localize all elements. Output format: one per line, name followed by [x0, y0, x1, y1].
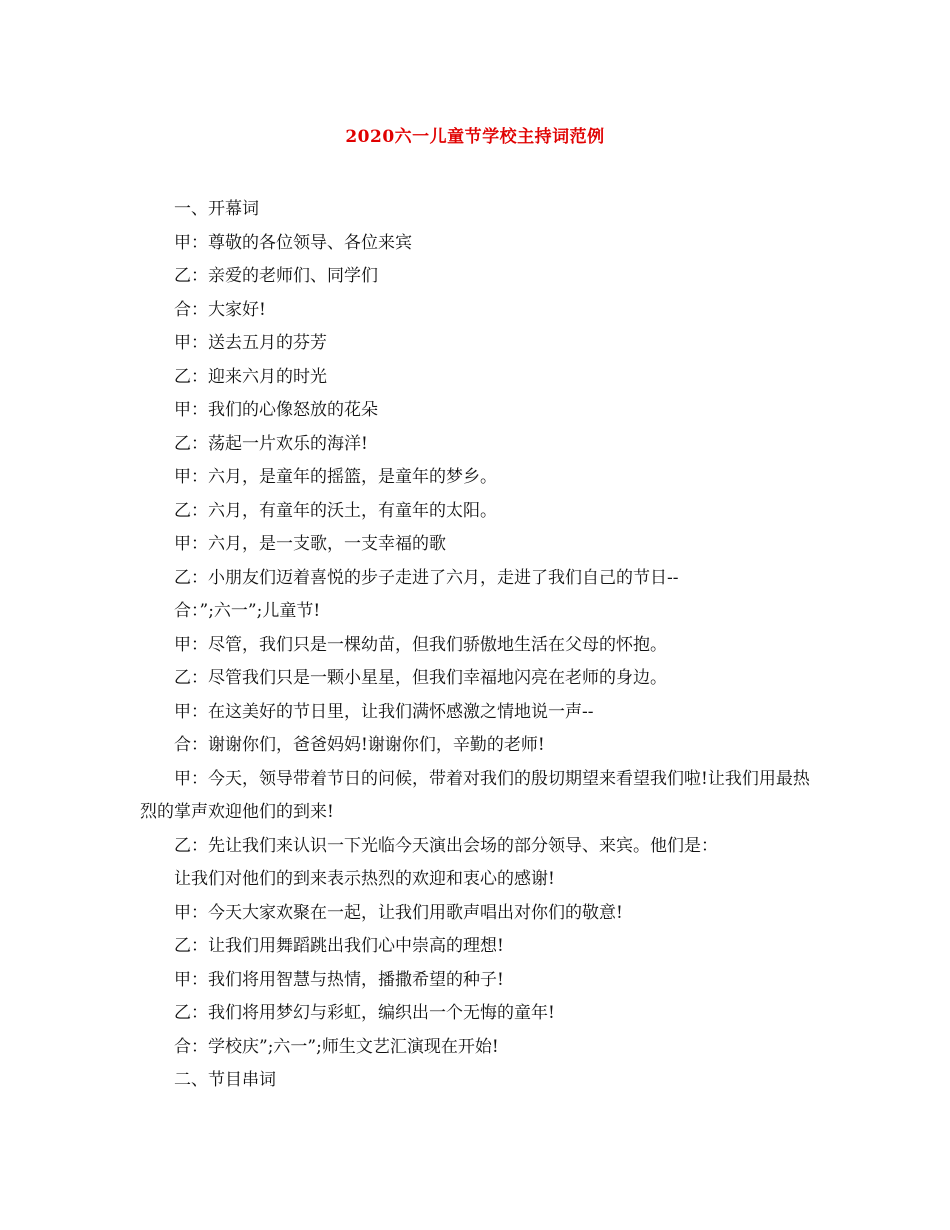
paragraph: 甲：尊敬的各位领导、各位来宾 [174, 232, 412, 253]
paragraph: 合：”;六一”;儿童节! [174, 601, 321, 621]
paragraph: 乙：我们将用梦幻与彩虹，编织出一个无悔的童年! [174, 1003, 555, 1023]
paragraph: 甲：在这美好的节日里，让我们满怀感激之情地说一声-- [174, 701, 594, 722]
document-body [140, 193, 820, 1098]
paragraph: 合：谢谢你们，爸爸妈妈!谢谢你们，辛勤的老师! [174, 735, 545, 755]
paragraph: 合：学校庆”;六一”;师生文艺汇演现在开始! [174, 1036, 499, 1057]
paragraph: 甲：我们的心像怒放的花朵 [174, 400, 378, 420]
paragraph: 甲：六月，是一支歌，一支幸福的歌 [174, 534, 446, 554]
paragraph: 乙：尽管我们只是一颗小星星，但我们幸福地闪亮在老师的身边。 [174, 668, 667, 688]
paragraph: 合：大家好! [174, 299, 266, 320]
paragraph: 甲：我们将用智慧与热情，播撒希望的种子! [174, 969, 504, 990]
paragraph: 乙：让我们用舞蹈跳出我们心中崇高的理想! [174, 936, 504, 956]
paragraph: 甲：今天大家欢聚在一起，让我们用歌声唱出对你们的敬意! [174, 902, 623, 923]
paragraph: 乙：小朋友们迈着喜悦的步子走进了六月，走进了我们自己的节日-- [174, 567, 679, 588]
paragraph: 乙：迎来六月的时光 [174, 366, 327, 387]
paragraph: 乙：荡起一片欢乐的海洋! [174, 433, 368, 454]
paragraph: 甲：送去五月的芬芳 [174, 333, 327, 353]
paragraph: 让我们对他们的到来表示热烈的欢迎和衷心的感谢! [174, 869, 555, 889]
paragraph: 一、开幕词 [174, 199, 259, 219]
document-title: 2020六一儿童节学校主持词范例 [345, 127, 605, 147]
paragraph: 乙：六月，有童年的沃土，有童年的太阳。 [174, 500, 497, 521]
paragraph: 乙：先让我们来认识一下光临今天演出会场的部分领导、来宾。他们是： [174, 835, 718, 856]
paragraph: 乙：亲爱的老师们、同学们 [174, 266, 378, 286]
paragraph: 甲：今天，领导带着节日的问候，带着对我们的殷切期望来看望我们啦!让我们用最热烈的掌声欢迎他们的到来! [140, 768, 810, 822]
paragraph: 甲：尽管，我们只是一棵幼苗，但我们骄傲地生活在父母的怀抱。 [174, 634, 667, 655]
paragraph: 甲：六月，是童年的摇篮，是童年的梦乡。 [174, 467, 497, 487]
paragraph: 二、节目串词 [174, 1070, 276, 1090]
